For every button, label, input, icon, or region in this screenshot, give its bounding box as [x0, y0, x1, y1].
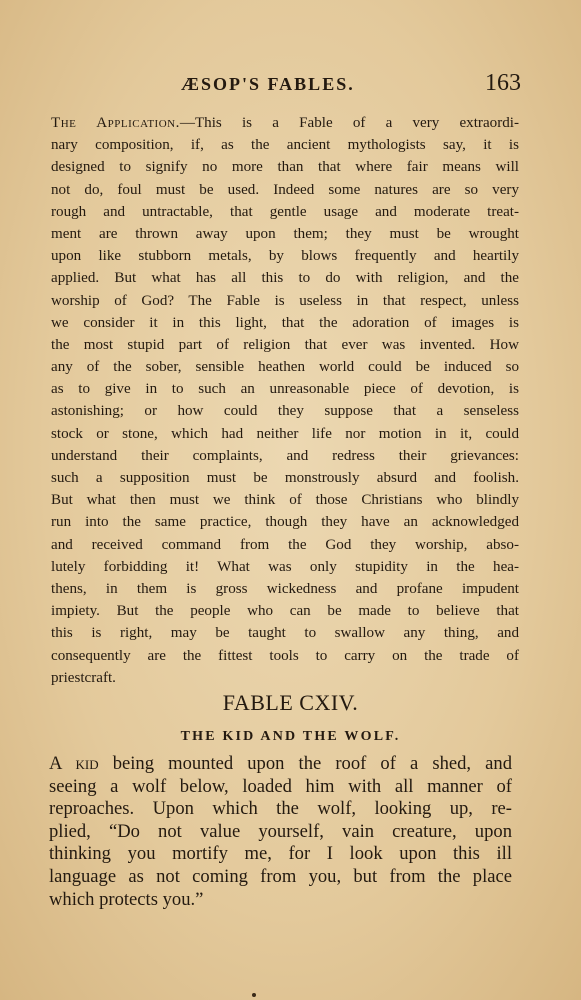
text-line: But what then must we think of those Christians who blindly: [51, 492, 519, 509]
text-line: and received command from the God they worship, abso-: [51, 536, 519, 553]
text-line: impiety. But the people who can be made to believe that: [51, 603, 519, 620]
running-title: ÆSOP'S FABLES.: [181, 74, 355, 94]
text-line: thens, in them is gross wickedness and profane impudent: [51, 580, 519, 597]
fable-title: FABLE CXIV.: [222, 690, 359, 715]
text-line: language as not coming from you, but from the place: [49, 865, 512, 887]
text-line: stock or stone, which had neither life nor motion in it, could: [51, 425, 519, 442]
text-line: thinking you mortify me, for I look upon this ill: [49, 843, 512, 865]
text-line: worship of God? The Fable is useless in that respect, unless: [51, 292, 519, 309]
text-line: as to give in to such an unreasonable piece of devotion, is: [51, 381, 519, 398]
application-lead-in: The Application.: [51, 115, 180, 131]
text-line: lutely forbidding it! What was only stupidity in the hea-: [51, 558, 519, 575]
text-line: we consider it in this light, that the adoration of images is: [51, 314, 519, 331]
fable-subtitle: THE KID AND THE WOLF.: [180, 729, 401, 744]
text-line: the most stupid part of religion that ever was invented. How: [51, 336, 519, 353]
text-line: rough and untractable, that gentle usage and moderate treat-: [51, 203, 519, 220]
text-line: The Application.—This is a Fable of a very extraordi-: [51, 115, 519, 131]
fable-body: [49, 753, 512, 911]
text-line: seeing a wolf below, loaded him with all manner of: [49, 775, 512, 797]
print-mark: [252, 993, 256, 997]
application-paragraph: [51, 112, 519, 689]
text-line: upon like stubborn metals, by blows frequently and heartily: [51, 248, 519, 265]
text-line: priestcraft.: [51, 669, 116, 686]
text-line: A kid being mounted upon the roof of a shed, and: [49, 753, 513, 774]
text-line: consequently are the fittest tools to carry on the trade of: [51, 647, 519, 664]
text-line: this is right, may be taught to swallow any thing, and: [51, 625, 519, 642]
text-line: understand their complaints, and redress their grievances:: [51, 447, 519, 464]
text-line: not do, foul must be used. Indeed some natures are so very: [51, 181, 519, 198]
text-line: which protects you.”: [49, 888, 204, 910]
text-line: nary composition, if, as the ancient mythologists say, it is: [51, 137, 519, 154]
text-line: designed to signify no more than that where fair means will: [51, 159, 519, 176]
text-line: any of the sober, sensible heathen world could be induced so: [51, 359, 519, 376]
text-line: reproaches. Upon which the wolf, looking up, re-: [49, 798, 512, 820]
text-line: plied, “Do not value yourself, vain creature, upon: [49, 820, 512, 842]
text-line: ment are thrown away upon them; they must be wrought: [51, 225, 519, 242]
text-line: applied. But what has all this to do with religion, and the: [51, 270, 519, 287]
fable-lead-in: A kid: [49, 753, 99, 774]
running-header: [181, 70, 521, 102]
text-line: such a supposition must be monstrously absurd and foolish.: [51, 470, 519, 486]
text-line: astonishing; or how could they suppose that a senseless: [51, 403, 519, 420]
text-line: run into the same practice, though they have an acknowledged: [51, 514, 519, 531]
page-number: 163: [485, 70, 521, 96]
